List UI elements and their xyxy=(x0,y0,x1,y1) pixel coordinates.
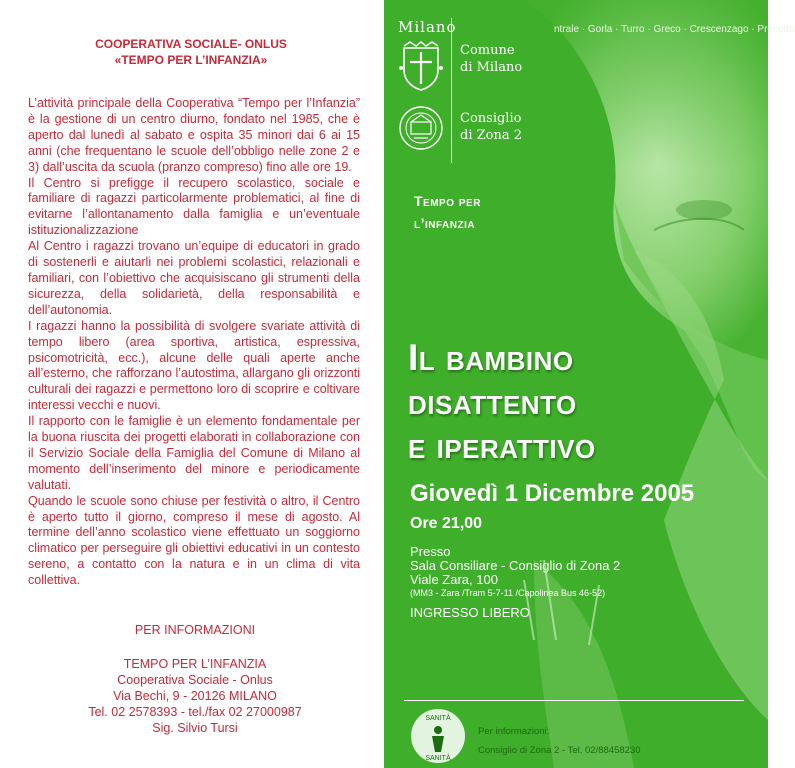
contact-type: Cooperativa Sociale - Onlus xyxy=(117,673,273,687)
comune-line-2: di Milano xyxy=(460,60,523,75)
sanita-logo-text-bottom: SANITÀ xyxy=(425,755,451,762)
free-entry-label: INGRESSO LIBERO xyxy=(410,605,530,620)
venue-block xyxy=(410,545,620,587)
paragraph: Quando le scuole sono chiuse per festività o altro, il Centro è aperto tutto il giorno, compreso il mese di agosto. Al termine dell’anno scolastico viene effettuato un soggiorno climatico per perseguire gli obiettivi educativi in un contesto sereno, a contatto con la natura e in un clima di vita collettiva. xyxy=(28,493,360,588)
comune-label xyxy=(460,42,522,76)
org-line-1: COOPERATIVA SOCIALE- ONLUS xyxy=(95,37,287,51)
event-title xyxy=(408,336,596,468)
consiglio-line-1: Consiglio xyxy=(460,111,522,126)
sanita-logo-text: SANITÀ xyxy=(425,715,451,722)
org-heading xyxy=(60,36,322,68)
info-contact: Consiglio di Zona 2 - Tel. 02/88458230 xyxy=(478,745,641,756)
contact-block xyxy=(40,622,350,736)
title-line-1: Il bambino xyxy=(408,337,574,378)
venue-name: Sala Consiliare - Consiglio di Zona 2 xyxy=(410,558,621,573)
venue-address: Viale Zara, 100 xyxy=(410,572,498,587)
consiglio-line-2: di Zona 2 xyxy=(460,128,522,143)
cover-panel xyxy=(384,0,795,768)
venue-label: Presso xyxy=(410,544,451,559)
tempo-logo-text xyxy=(414,190,481,234)
contact-phone: Tel. 02 2578393 - tel./fax 02 27000987 xyxy=(88,705,302,719)
tempo-line-1: Tempo per xyxy=(414,193,481,209)
paragraph: Al Centro i ragazzi trovano un’equipe di educatori in grado di sostenerli e aiutarli nei problemi scolastici, relazionali e familiari, con l’obiettivo che acquisiscano gli strumenti della sicurezza, della solidarietà, della responsabilità e dell’autonomia. xyxy=(28,239,360,317)
consiglio-zona-seal-icon xyxy=(398,104,444,152)
contact-name: TEMPO PER L’INFANZIA xyxy=(123,657,267,671)
title-line-2: disattento xyxy=(408,381,577,422)
event-date: Giovedì 1 Dicembre 2005 xyxy=(410,480,695,507)
paragraph: I ragazzi hanno la possibilità di svolgere svariate attività di tempo libero (area sportiva, artistica, espressiva, psicomotricità, ecc.), alcune delle quali aperte anche all’esterno, che rafforzano l’autostima, allargano gli orizzonti culturali dei ragazzi e permettono loro di scoprire e coltivare interessi vecchi e nuovi. xyxy=(28,318,360,413)
title-line-3: e iperattivo xyxy=(408,425,596,466)
contact-heading: PER INFORMAZIONI xyxy=(134,623,256,637)
comune-line-1: Comune xyxy=(460,43,515,58)
consiglio-label xyxy=(460,110,522,144)
paragraph: Il Centro si prefigge il recupero scolastico, sociale e familiare di ragazzi particolarmente problematici, al fine di evitarne l’allontanamento dalla famiglia e un’eventuale istituzionalizzazione xyxy=(28,175,360,238)
footer-info xyxy=(478,722,641,760)
milano-wordmark: Milano xyxy=(398,18,457,36)
sanita-logo-icon xyxy=(408,706,468,766)
tempo-line-2: l’infanzia xyxy=(414,215,476,231)
zone-list: ntrale · Gorla · Turro · Greco · Crescenzago · Precotto xyxy=(554,24,795,35)
footer-divider xyxy=(404,700,744,701)
comune-crest-icon xyxy=(398,40,444,92)
description-text xyxy=(28,96,360,589)
paragraph: Il rapporto con le famiglie è un elemento fondamentale per la buona riuscita dei progetti elaborati in collaborazione con il Servizio Sociale della Famiglia del Comune di Milano al momento dell’inserimento del minore e periodicamente valutati. xyxy=(28,414,360,492)
transport-info: (MM3 - Zara /Tram 5-7-11 /Capolinea Bus 46-52) xyxy=(410,588,606,598)
event-time: Ore 21,00 xyxy=(410,515,483,532)
org-line-2: «TEMPO PER L’INFANZIA» xyxy=(114,53,268,67)
left-panel xyxy=(0,0,384,768)
contact-person: Sig. Silvio Tursi xyxy=(152,721,238,735)
contact-address: Via Bechi, 9 - 20126 MILANO xyxy=(113,689,277,703)
info-label: Per informazioni: xyxy=(478,726,550,737)
paragraph: L’attività principale della Cooperativa “Tempo per l’Infanzia” è la gestione di un centro diurno, fondato nel 1985, che è aperto dal lunedì al sabato e ospita 35 minori dai 6 ai 15 anni (che frequentano le scuole dell’obbligo nelle zone 2 e 3) dall’uscita da scuola (pranzo compreso) fino alle ore 19. xyxy=(28,96,360,174)
header-divider xyxy=(451,18,452,163)
